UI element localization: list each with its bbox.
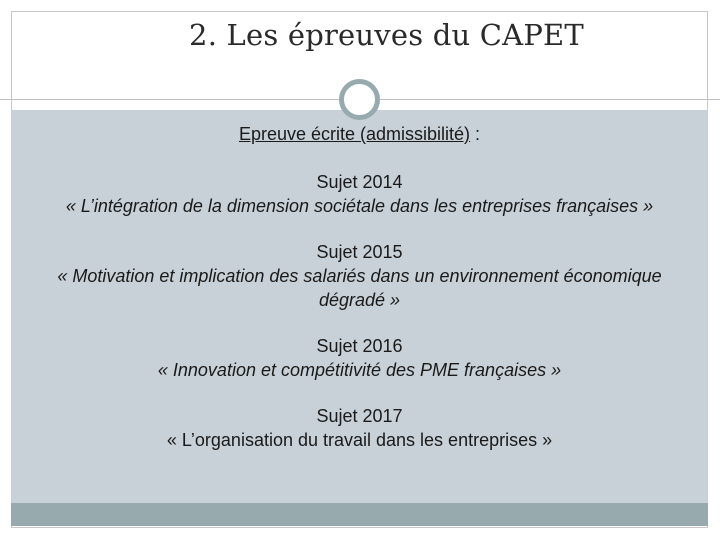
subject-text: « L’organisation du travail dans les entreprises »: [166, 430, 553, 450]
slide-title: 2. Les épreuves du CAPET: [189, 18, 584, 52]
subject-item-2014: [11, 170, 708, 218]
subject-text: « Motivation et implication des salariés dans un environnement économique dégradé »: [57, 266, 662, 310]
circle-ornament: [339, 79, 380, 120]
subject-year: Sujet 2017: [316, 406, 403, 426]
section-heading: [11, 122, 708, 146]
heading-suffix: :: [470, 124, 481, 144]
subject-text: « L’intégration de la dimension sociétale dans les entreprises françaises »: [65, 196, 654, 216]
subject-text: « Innovation et compétitivité des PME françaises »: [157, 360, 562, 380]
footer-bar: [11, 503, 708, 526]
subjects-list: [11, 170, 708, 474]
subject-item-2016: [11, 334, 708, 382]
heading-text: Epreuve écrite (admissibilité): [238, 124, 471, 144]
subject-year: Sujet 2016: [316, 336, 403, 356]
subject-item-2015: [11, 240, 708, 312]
subject-year: Sujet 2014: [316, 172, 403, 192]
subject-year: Sujet 2015: [316, 242, 403, 262]
subject-item-2017: [11, 404, 708, 452]
